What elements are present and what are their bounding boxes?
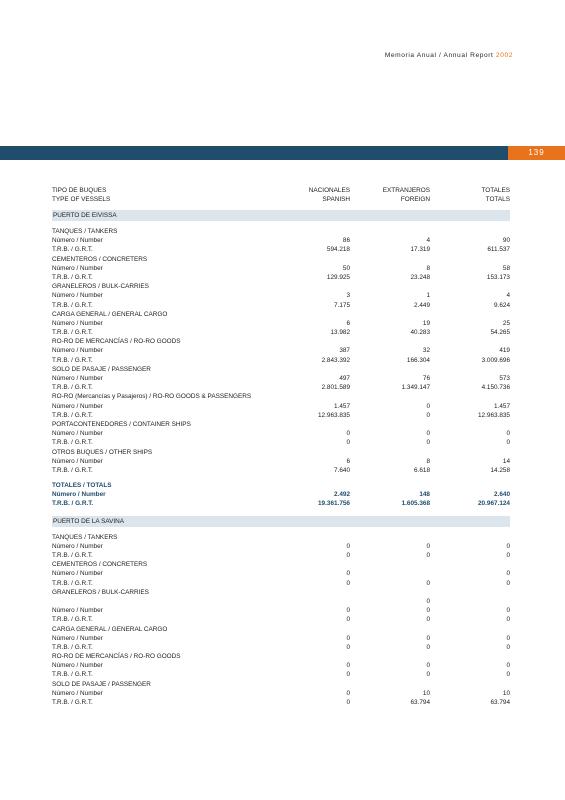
row-value-3: 0: [506, 607, 510, 615]
row-value-2: 148: [419, 491, 430, 499]
vessel-type-heading: OTROS BUQUES / OTHER SHIPS: [52, 448, 153, 456]
table-body: [52, 210, 510, 707]
vessel-type-heading: CEMENTEROS / CONCRETERS: [52, 255, 148, 263]
row-value-1: 0: [346, 643, 350, 651]
vessel-type-heading: RO-RO DE MERCANCÍAS / RO-RO GOODS: [52, 653, 181, 661]
row-value-3: 54.265: [490, 329, 510, 337]
row-label: Número / Number: [52, 662, 103, 670]
header-label-en: TYPE OF VESSELS: [52, 195, 111, 203]
row-label: T.R.B. / G.R.T.: [52, 329, 93, 337]
row-label: T.R.B. / G.R.T.: [52, 500, 94, 508]
row-value-2: 6.618: [414, 466, 430, 474]
row-value-1: 1.457: [334, 402, 350, 410]
vessel-traffic-table: [52, 187, 510, 707]
header-c1-en: SPANISH: [322, 195, 350, 203]
row-value-3: 1.457: [494, 402, 510, 410]
row-value-3: 20.967.124: [478, 500, 510, 508]
row-value-2: 8: [426, 264, 430, 272]
row-value-1: 0: [346, 579, 350, 587]
row-value-2: 40.283: [410, 329, 430, 337]
row-value-2: 0: [426, 607, 430, 615]
row-value-1: 50: [342, 264, 350, 272]
row-value-1: 0: [346, 552, 350, 559]
totals-heading: TOTALES / TOTALS: [52, 482, 112, 490]
row-value-1: 497: [339, 375, 350, 382]
row-value-3: 0: [506, 643, 510, 651]
table-row: [52, 356, 510, 365]
row-value-2: 0: [426, 643, 430, 651]
report-header: [385, 52, 513, 59]
vessel-type-heading: PORTACONTENEDORES / CONTAINER SHIPS: [52, 420, 191, 428]
totals-row: [52, 490, 510, 499]
row-value-3: 153.173: [486, 273, 510, 281]
row-value-3: 0: [506, 616, 510, 624]
row-value-1: 0: [346, 616, 350, 624]
row-value-1: 2.843.392: [321, 356, 350, 364]
table-row: [52, 606, 510, 615]
table-row: [52, 236, 510, 245]
table-row: [52, 542, 510, 551]
vessel-type-heading: RO-RO (Mercancías y Pasajeros) / RO-RO GOODS & PASSENGERS: [52, 393, 252, 401]
row-value-3: 0: [506, 570, 510, 578]
row-value-3: 0: [506, 634, 510, 642]
row-value-1: 594.218: [326, 246, 350, 254]
row-value-2: 0: [426, 402, 430, 410]
table-row: [52, 346, 510, 355]
header-foreign: [350, 187, 430, 209]
row-value-1: 19.361.756: [318, 500, 350, 508]
row-value-3: 3.009.696: [481, 356, 510, 364]
header-type-of-vessels: [52, 187, 272, 209]
table-row: [52, 245, 510, 254]
row-value-3: 14: [502, 457, 510, 465]
header-band: [0, 146, 508, 160]
row-value-3: 611.537: [487, 246, 510, 254]
row-value-3: 0: [506, 439, 510, 447]
row-value-3: 0: [506, 430, 510, 438]
vessel-type-heading: SOLO DE PASAJE / PASSENGER: [52, 680, 151, 688]
row-label: T.R.B. / G.R.T.: [52, 439, 93, 447]
vessel-type-heading: GRANELEROS / BULK-CARRIES: [52, 283, 149, 291]
row-label: T.R.B. / G.R.T.: [52, 699, 93, 706]
row-value-2: [350, 569, 430, 578]
row-label: T.R.B. / G.R.T.: [52, 579, 93, 587]
row-value-1: 0: [346, 671, 350, 679]
header-c3-es: TOTALES: [481, 187, 510, 194]
row-value-1: 86: [342, 237, 350, 245]
row-value-3: 9.624: [494, 301, 510, 309]
row-label: Número / Number: [52, 430, 103, 438]
row-label: Número / Number: [52, 402, 103, 410]
row-label: Número / Number: [52, 689, 103, 697]
row-value-3: 58: [502, 264, 510, 272]
row-label: T.R.B. / G.R.T.: [52, 552, 93, 559]
row-value-3: 63.794: [490, 699, 510, 706]
table-row: [52, 643, 510, 652]
row-value-1: 13.982: [330, 329, 350, 337]
header-c1-es: NACIONALES: [308, 187, 350, 194]
row-value-3: 573: [499, 375, 510, 382]
spacer: [52, 509, 510, 515]
table-row: [52, 328, 510, 337]
row-value-3: 0: [506, 552, 510, 559]
report-year: 2002: [495, 52, 513, 59]
row-value-3: 14.258: [490, 466, 510, 474]
row-label: Número / Number: [52, 491, 106, 499]
header-c3-en: TOTALS: [485, 195, 510, 203]
row-value-2: 0: [426, 616, 430, 624]
row-value-1: 0: [346, 570, 350, 578]
row-value-2: 0: [426, 597, 430, 605]
row-value-3: [430, 597, 510, 606]
vessel-type-heading: TANQUES / TANKERS: [52, 228, 118, 235]
vessel-type-heading: CEMENTEROS / CONCRETERS: [52, 561, 148, 569]
row-value-2: 10: [422, 689, 430, 697]
header-totals: [430, 187, 510, 209]
table-row: [52, 374, 510, 383]
row-label: Número / Number: [52, 607, 103, 615]
table-row: [52, 670, 510, 679]
row-value-2: 1: [426, 292, 430, 300]
table-row: [52, 457, 510, 466]
table-header: [52, 187, 510, 209]
row-label: Número / Number: [52, 634, 103, 642]
header-c2-es: EXTRANJEROS: [382, 187, 430, 194]
row-label: T.R.B. / G.R.T.: [52, 616, 93, 624]
row-value-3: 419: [499, 347, 510, 355]
row-value-2: 0: [426, 634, 430, 642]
row-value-3: 0: [506, 671, 510, 679]
row-value-3: 0: [506, 542, 510, 550]
section-title: PUERTO DE LA SAVINA: [52, 516, 510, 527]
table-row: [52, 615, 510, 624]
table-row: [52, 438, 510, 447]
table-row: [52, 301, 510, 310]
row-label: T.R.B. / G.R.T.: [52, 356, 93, 364]
row-value-1: 12.963.835: [318, 411, 350, 419]
row-value-1: 0: [346, 439, 350, 447]
row-value-3: 0: [506, 662, 510, 670]
row-value-2: 23.248: [410, 273, 430, 281]
row-value-1: 3: [346, 292, 350, 300]
row-value-1: 387: [339, 347, 350, 355]
row-value-1: [272, 597, 350, 606]
table-row: [52, 661, 510, 670]
row-label: T.R.B. / G.R.T.: [52, 246, 93, 254]
row-value-1: 0: [346, 634, 350, 642]
row-value-1: 0: [346, 430, 350, 438]
row-label: T.R.B. / G.R.T.: [52, 466, 93, 474]
row-label: Número / Number: [52, 319, 103, 327]
table-row: [52, 429, 510, 438]
row-value-2: 76: [422, 375, 430, 382]
row-value-2: 0: [426, 430, 430, 438]
header-label-es: TIPO DE BUQUES: [52, 187, 107, 194]
table-row: [52, 698, 510, 707]
row-label: T.R.B. / G.R.T.: [52, 301, 93, 309]
row-value-2: 8: [426, 457, 430, 465]
row-value-1: 0: [346, 662, 350, 670]
row-value-2: 1.349.147: [401, 384, 430, 392]
vessel-type-heading: RO-RO DE MERCANCÍAS / RO-RO GOODS: [52, 338, 181, 346]
table-row: [52, 319, 510, 328]
row-value-1: 0: [346, 689, 350, 697]
row-value-2: 63.794: [410, 699, 430, 706]
table-row: [52, 402, 510, 411]
row-value-2: 0: [426, 542, 430, 550]
row-value-2: 19: [422, 319, 430, 327]
row-value-2: 17.319: [410, 246, 430, 254]
row-label: Número / Number: [52, 264, 103, 272]
row-value-1: 7.175: [334, 301, 350, 309]
row-label: Número / Number: [52, 237, 103, 245]
row-value-2: 4: [426, 237, 430, 245]
table-row: [52, 689, 510, 698]
row-value-3: 12.963.835: [478, 411, 510, 419]
table-row: [52, 383, 510, 392]
row-label: Número / Number: [52, 542, 103, 550]
row-value-3: 25: [502, 319, 510, 327]
row-label: T.R.B. / G.R.T.: [52, 643, 93, 651]
row-label: T.R.B. / G.R.T.: [52, 411, 93, 419]
vessel-type-heading: TANQUES / TANKERS: [52, 533, 118, 541]
table-row: [52, 634, 510, 643]
vessel-type-heading: GRANELEROS / BULK-CARRIES: [52, 588, 149, 596]
vessel-type-heading: CARGA GENERAL / GENERAL CARGO: [52, 625, 168, 633]
row-label: T.R.B. / G.R.T.: [52, 671, 93, 679]
table-row: [52, 264, 510, 273]
table-row: [52, 597, 510, 606]
row-label: T.R.B. / G.R.T.: [52, 273, 93, 281]
page-number: 139: [508, 146, 565, 160]
row-value-2: 0: [426, 411, 430, 419]
row-value-2: 0: [426, 552, 430, 559]
row-label: [52, 597, 272, 606]
row-label: Número / Number: [52, 570, 103, 578]
row-value-2: 1.605.368: [401, 500, 430, 508]
row-label: Número / Number: [52, 347, 103, 355]
row-label: Número / Number: [52, 457, 103, 465]
table-row: [52, 411, 510, 420]
row-label: Número / Number: [52, 375, 103, 382]
section-title: PUERTO DE EIVISSA: [52, 210, 510, 221]
table-row: [52, 569, 510, 578]
row-label: T.R.B. / G.R.T.: [52, 384, 93, 392]
header-spanish: [272, 187, 350, 209]
row-value-1: 129.925: [326, 273, 350, 281]
row-value-2: 166.304: [406, 356, 430, 364]
table-row: [52, 466, 510, 475]
table-row: [52, 579, 510, 588]
row-value-2: 32: [422, 347, 430, 355]
row-value-3: 10: [502, 689, 510, 697]
row-label: Número / Number: [52, 292, 103, 300]
row-value-2: 0: [426, 671, 430, 679]
table-row: [52, 273, 510, 282]
row-value-3: 4.150.736: [481, 384, 510, 392]
row-value-1: 7.640: [334, 466, 350, 474]
row-value-2: 2.449: [414, 301, 430, 309]
totals-row: [52, 499, 510, 508]
row-value-3: 0: [506, 579, 510, 587]
vessel-type-heading: SOLO DE PASAJE / PASSENGER: [52, 365, 151, 373]
table-row: [52, 291, 510, 300]
row-value-1: 0: [346, 607, 350, 615]
row-value-3: 2.640: [494, 491, 510, 499]
row-value-1: 0: [346, 542, 350, 550]
row-value-2: 0: [426, 579, 430, 587]
row-value-1: 0: [346, 699, 350, 706]
vessel-type-heading: CARGA GENERAL / GENERAL CARGO: [52, 310, 168, 318]
row-value-3: 4: [506, 292, 510, 300]
row-value-1: 2.801.589: [321, 384, 350, 392]
header-c2-en: FOREIGN: [400, 195, 430, 203]
table-row: [52, 551, 510, 560]
row-value-1: 2.492: [334, 491, 350, 499]
row-value-1: 6: [346, 457, 350, 465]
row-value-1: 6: [346, 319, 350, 327]
report-title: Memoria Anual / Annual Report: [384, 52, 494, 59]
row-value-2: 0: [426, 439, 430, 447]
row-value-2: 0: [426, 662, 430, 670]
row-value-3: 90: [502, 237, 510, 245]
